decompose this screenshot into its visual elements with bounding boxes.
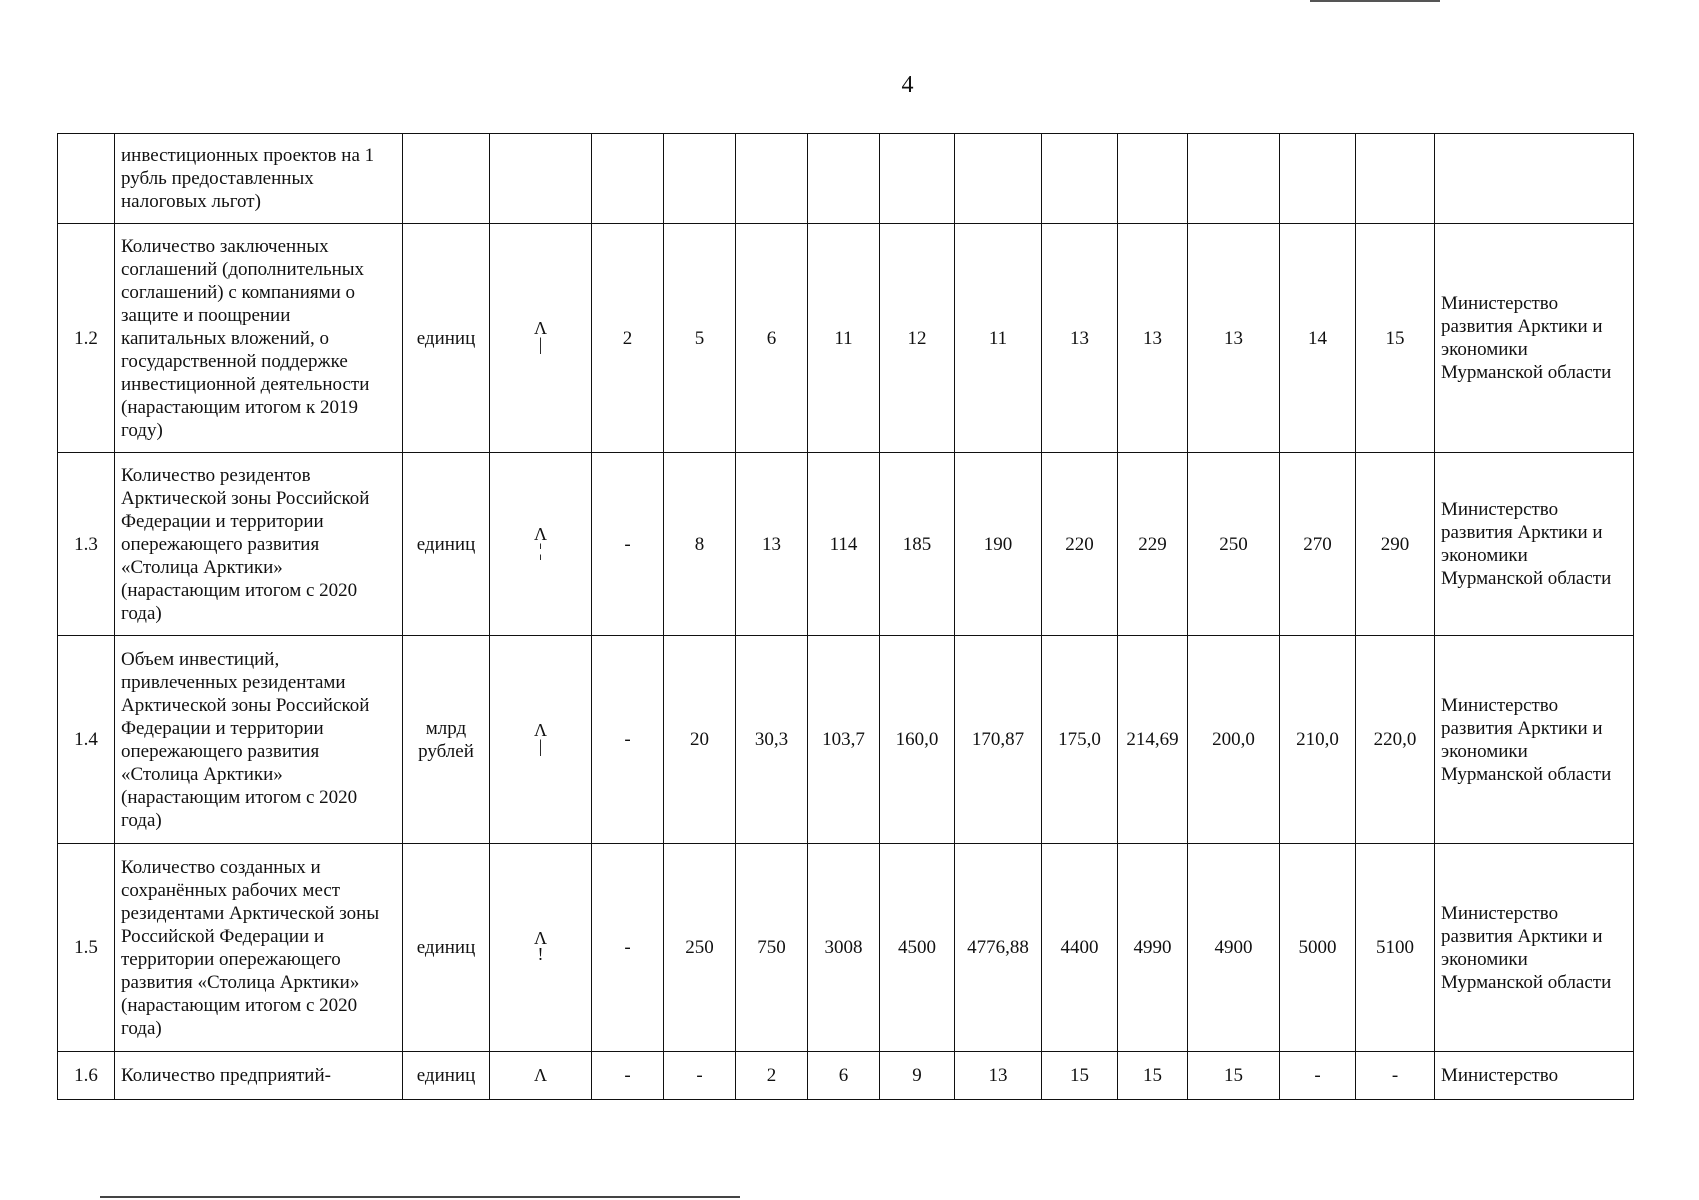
direction-arrow: Λ xyxy=(533,719,548,740)
value-cell: 220 xyxy=(1042,453,1118,636)
value-cell: 750 xyxy=(736,844,808,1052)
value-cell: 4990 xyxy=(1118,844,1188,1052)
value-cell: 30,3 xyxy=(736,636,808,844)
value-cell: 13 xyxy=(1188,224,1280,453)
responsible-cell: Министерство развития Арктики и экономики Мурманской области xyxy=(1435,224,1634,453)
value-cell xyxy=(664,134,736,224)
responsible-cell xyxy=(1435,134,1634,224)
table-row xyxy=(58,1052,1634,1100)
unit-cell xyxy=(403,134,490,224)
value-cell: 4776,88 xyxy=(955,844,1042,1052)
value-cell xyxy=(1280,134,1356,224)
indicator-name-cell: Количество заключенных соглашений (дополнительных соглашений) с компаниями о защите и поощрении капитальных вложений, о государственной поддержке инвестиционной деятельности (нарастающим итогом к 2019 году) xyxy=(115,224,403,453)
value-cell: 4500 xyxy=(880,844,955,1052)
row-number-cell: 1.6 xyxy=(58,1052,115,1100)
indicator-name-cell: Количество резидентов Арктической зоны Российской Федерации и территории опережающего развития «Столица Арктики» (нарастающим итогом с 2020 года) xyxy=(115,453,403,636)
direction-bar: ¦ xyxy=(538,540,543,560)
value-cell: 190 xyxy=(955,453,1042,636)
unit-cell: млрд рублей xyxy=(403,636,490,844)
direction-bar: ! xyxy=(537,943,544,964)
value-cell: 250 xyxy=(1188,453,1280,636)
value-cell: - xyxy=(664,1052,736,1100)
value-cell: 15 xyxy=(1188,1052,1280,1100)
value-cell: 6 xyxy=(736,224,808,453)
direction-indicator xyxy=(534,1067,547,1083)
row-number-cell: 1.4 xyxy=(58,636,115,844)
value-cell: 8 xyxy=(664,453,736,636)
value-cell xyxy=(1042,134,1118,224)
value-cell xyxy=(736,134,808,224)
value-cell: - xyxy=(592,1052,664,1100)
indicator-name-cell: Количество предприятий- xyxy=(115,1052,403,1100)
responsible-cell: Министерство развития Арктики и экономики Мурманской области xyxy=(1435,636,1634,844)
value-cell: 9 xyxy=(880,1052,955,1100)
responsible-cell: Министерство развития Арктики и экономики Мурманской области xyxy=(1435,844,1634,1052)
value-cell: 15 xyxy=(1356,224,1435,453)
value-cell: 170,87 xyxy=(955,636,1042,844)
value-cell: 103,7 xyxy=(808,636,880,844)
direction-cell xyxy=(490,636,592,844)
value-cell: 15 xyxy=(1042,1052,1118,1100)
value-cell: 2 xyxy=(736,1052,808,1100)
value-cell: - xyxy=(592,636,664,844)
value-cell: 270 xyxy=(1280,453,1356,636)
direction-indicator xyxy=(533,719,548,756)
value-cell: 5100 xyxy=(1356,844,1435,1052)
direction-cell xyxy=(490,844,592,1052)
value-cell xyxy=(880,134,955,224)
value-cell: 114 xyxy=(808,453,880,636)
direction-arrow: Λ xyxy=(533,524,548,544)
value-cell: 185 xyxy=(880,453,955,636)
value-cell: 11 xyxy=(955,224,1042,453)
direction-indicator xyxy=(534,526,547,558)
unit-cell: единиц xyxy=(403,844,490,1052)
value-cell xyxy=(1188,134,1280,224)
value-cell: - xyxy=(1356,1052,1435,1100)
direction-arrow: Λ xyxy=(533,927,548,948)
value-cell: 5 xyxy=(664,224,736,453)
unit-cell: единиц xyxy=(403,224,490,453)
value-cell: 200,0 xyxy=(1188,636,1280,844)
row-number-cell xyxy=(58,134,115,224)
direction-arrow: Λ xyxy=(533,318,548,338)
value-cell: 4400 xyxy=(1042,844,1118,1052)
direction-cell xyxy=(490,453,592,636)
table-row xyxy=(58,844,1634,1052)
value-cell xyxy=(955,134,1042,224)
value-cell: - xyxy=(592,844,664,1052)
value-cell: - xyxy=(592,453,664,636)
table-row xyxy=(58,636,1634,844)
value-cell: 5000 xyxy=(1280,844,1356,1052)
value-cell: 13 xyxy=(1042,224,1118,453)
responsible-cell: Министерство xyxy=(1435,1052,1634,1100)
direction-indicator xyxy=(533,927,548,964)
value-cell: 20 xyxy=(664,636,736,844)
value-cell: 214,69 xyxy=(1118,636,1188,844)
table-body xyxy=(58,134,1634,1100)
indicators-table xyxy=(57,133,1634,1100)
value-cell: 220,0 xyxy=(1356,636,1435,844)
direction-cell xyxy=(490,134,592,224)
value-cell: 13 xyxy=(955,1052,1042,1100)
value-cell: 290 xyxy=(1356,453,1435,636)
value-cell: 13 xyxy=(736,453,808,636)
value-cell: 12 xyxy=(880,224,955,453)
value-cell: 14 xyxy=(1280,224,1356,453)
table-row xyxy=(58,224,1634,453)
direction-arrow: Λ xyxy=(533,1065,548,1085)
value-cell: - xyxy=(1280,1052,1356,1100)
row-number-cell: 1.3 xyxy=(58,453,115,636)
value-cell: 11 xyxy=(808,224,880,453)
value-cell: 13 xyxy=(1118,224,1188,453)
value-cell xyxy=(592,134,664,224)
indicator-name-cell: Объем инвестиций, привлеченных резидентами Арктической зоны Российской Федерации и территории опережающего развития «Столица Арктики» (нарастающим итогом с 2020 года) xyxy=(115,636,403,844)
indicator-name-cell: инвестиционных проектов на 1 рубль предоставленных налоговых льгот) xyxy=(115,134,403,224)
row-number-cell: 1.5 xyxy=(58,844,115,1052)
value-cell: 160,0 xyxy=(880,636,955,844)
top-rule xyxy=(1310,0,1440,2)
direction-indicator xyxy=(534,320,547,352)
value-cell: 210,0 xyxy=(1280,636,1356,844)
value-cell: 15 xyxy=(1118,1052,1188,1100)
value-cell: 4900 xyxy=(1188,844,1280,1052)
value-cell xyxy=(808,134,880,224)
bottom-rule xyxy=(100,1196,740,1198)
value-cell xyxy=(1118,134,1188,224)
indicator-name-cell: Количество созданных и сохранённых рабочих мест резидентами Арктической зоны Российской Федерации и территории опережающего развития «Столица Арктики» (нарастающим итогом с 2020 года) xyxy=(115,844,403,1052)
row-number-cell: 1.2 xyxy=(58,224,115,453)
table-row xyxy=(58,453,1634,636)
direction-cell xyxy=(490,1052,592,1100)
value-cell: 250 xyxy=(664,844,736,1052)
unit-cell: единиц xyxy=(403,453,490,636)
table-row xyxy=(58,134,1634,224)
value-cell: 175,0 xyxy=(1042,636,1118,844)
responsible-cell: Министерство развития Арктики и экономики Мурманской области xyxy=(1435,453,1634,636)
unit-cell: единиц xyxy=(403,1052,490,1100)
value-cell: 229 xyxy=(1118,453,1188,636)
value-cell xyxy=(1356,134,1435,224)
direction-cell xyxy=(490,224,592,453)
value-cell: 6 xyxy=(808,1052,880,1100)
value-cell: 3008 xyxy=(808,844,880,1052)
page-number: 4 xyxy=(901,72,914,98)
direction-bar: | xyxy=(538,334,543,354)
value-cell: 2 xyxy=(592,224,664,453)
direction-bar: | xyxy=(538,735,543,756)
